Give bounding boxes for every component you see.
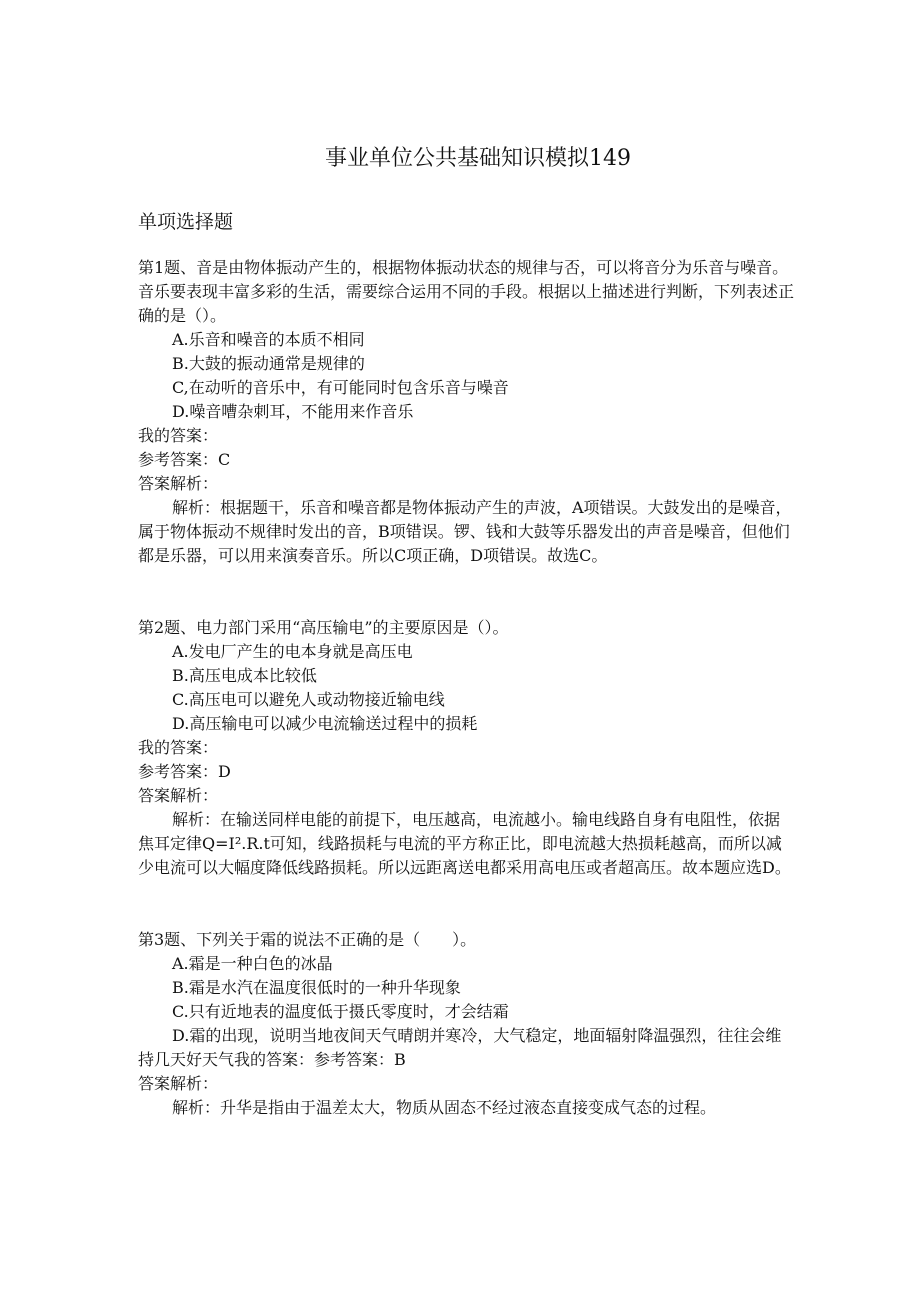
analysis-label: 答案解析： [138,474,219,493]
option-list [138,328,794,424]
my-answer-label: 我的答案： [138,738,219,757]
option-list [138,952,794,1024]
option-b: B.高压电成本比较低 [172,666,317,685]
explanation-text: 解析：在输送同样电能的前提下，电压越高，电流越小。输电线路自身有电阻性，依据焦耳定律Q=I².R.t可知，线路损耗与电流的平方称正比，即电流越大热损耗越高，而所以减少电流可以大幅度降低线路损耗。所以远距离送电都采用高电压或者超高压。故本题应选D。 [138,810,791,877]
document-title: 事业单位公共基础知识模拟149 [325,146,631,171]
reference-answer: 参考答案：C [138,450,231,469]
question-stem: 第2题、电力部门采用“高压输电”的主要原因是（）。 [138,618,509,637]
option-d: D.噪音嘈杂刺耳，不能用来作音乐 [172,402,414,421]
analysis-label: 答案解析： [138,786,219,805]
question-spacer [138,568,794,616]
option-c: C.高压电可以避免人或动物接近输电线 [172,690,445,709]
question-spacer [138,880,794,928]
option-d: D.高压输电可以减少电流输送过程中的损耗 [172,714,478,733]
option-d-with-answer: D.霜的出现，说明当地夜间天气晴朗并寒冷，大气稳定，地面辐射降温强烈，往往会维持几天好天气我的答案：参考答案：B [138,1026,782,1069]
question-1 [138,256,794,568]
analysis-label: 答案解析： [138,1074,219,1093]
question-stem: 第1题、音是由物体振动产生的，根据物体振动状态的规律与否，可以将音分为乐音与噪音。音乐要表现丰富多彩的生活，需要综合运用不同的手段。根据以上描述进行判断，下列表述正确的是（）。 [138,258,795,325]
option-a: A.乐音和噪音的本质不相同 [172,330,365,349]
question-stem: 第3题、下列关于霜的说法不正确的是（ ）。 [138,930,477,949]
question-2 [138,616,794,880]
option-a: A.发电厂产生的电本身就是高压电 [172,642,413,661]
option-c: C.只有近地表的温度低于摄氏零度时，才会结霜 [172,1002,509,1021]
option-b: B.霜是水汽在温度很低时的一种升华现象 [172,978,461,997]
section-title: 单项选择题 [138,211,234,233]
option-c: C,在动听的音乐中，有可能同时包含乐音与噪音 [172,378,509,397]
my-answer-label: 我的答案： [138,426,219,445]
reference-answer: 参考答案：D [138,762,231,781]
option-b: B.大鼓的振动通常是规律的 [172,354,365,373]
option-list [138,640,794,736]
option-a: A.霜是一种白色的冰晶 [172,954,333,973]
explanation-text: 解析：升华是指由于温差太大，物质从固态不经过液态直接变成气态的过程。 [172,1098,717,1117]
explanation-text: 解析：根据题干，乐音和噪音都是物体振动产生的声波，A项错误。大鼓发出的是噪音，属于物体振动不规律时发出的音，B项错误。锣、钱和大鼓等乐器发出的声音是噪音，但他们都是乐器，可以用来演奏音乐。所以C项正确，D项错误。故选C。 [138,498,792,565]
question-3 [138,928,794,1120]
